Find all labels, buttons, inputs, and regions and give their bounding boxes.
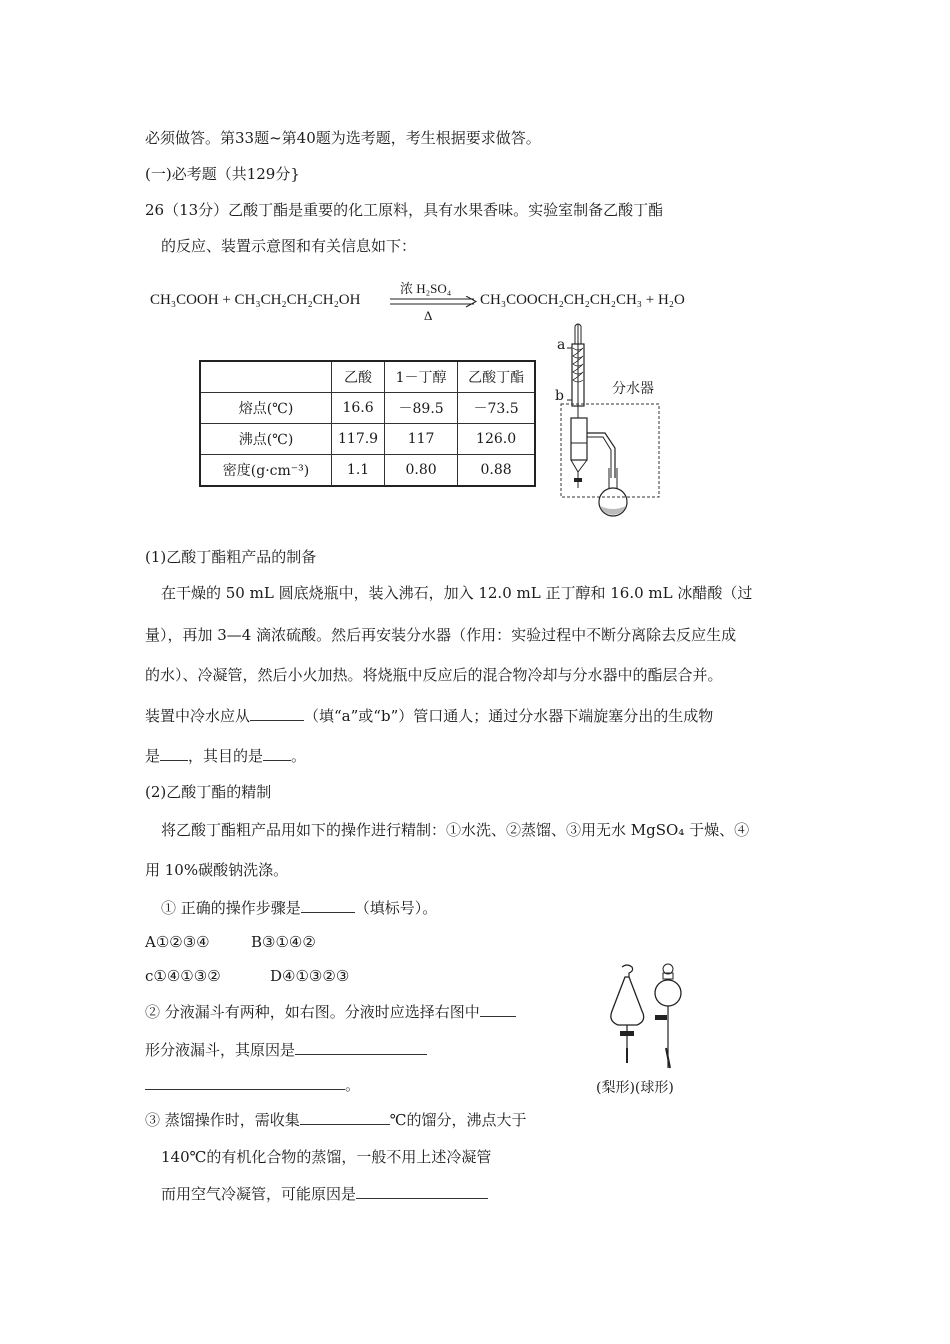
intro-line: 必须做答。第33题~第40题为选考题，考生根据要求做答。 (145, 129, 541, 147)
part2-question-funnel-reason-cont (145, 1075, 360, 1095)
equation-heat: Δ (424, 308, 433, 323)
answer-blank[interactable] (301, 898, 355, 913)
part1-question-product (145, 746, 306, 766)
answer-blank[interactable] (263, 746, 291, 761)
separatory-funnels-icon (600, 963, 700, 1081)
question-text: 。 (345, 1076, 361, 1094)
question-text: 形分液漏斗，其原因是 (145, 1041, 296, 1059)
part1-title: (1)乙酸丁酯粗产品的制备 (145, 548, 317, 566)
question-text: 装置中冷水应从 (145, 707, 251, 725)
table-cell: 117.9 (332, 424, 385, 455)
question-text: ② 分液漏斗有两种，如右图。分液时应选择右图中 (145, 1003, 480, 1021)
part1-question-inlet (145, 706, 713, 726)
part2-question-distill (145, 1110, 527, 1130)
table-cell: －89.5 (385, 393, 458, 424)
question-text: 。 (291, 747, 307, 765)
row-label: 沸点(℃) (200, 424, 332, 455)
equation-products: CH₃COOCH₂CH₂CH₂CH₃ + H₂O (480, 292, 685, 308)
part2-question-steps (161, 898, 437, 918)
part2-question-funnel (145, 1002, 516, 1022)
answer-blank[interactable] (300, 1110, 390, 1125)
table-row (200, 455, 535, 487)
answer-blank[interactable] (480, 1002, 516, 1017)
question-text: （填标号）。 (354, 899, 438, 917)
part2-title: (2)乙酸丁酯的精制 (145, 783, 272, 801)
table-cell: 16.6 (332, 393, 385, 424)
option-b: B③①④② (251, 933, 316, 951)
part2-text: 140℃的有机化合物的蒸馏，一般不用上述冷凝管 (161, 1148, 492, 1166)
equation-reactants: CH₃COOH + CH₃CH₂CH₂CH₂OH (150, 292, 361, 308)
row-label: 密度(g·cm⁻³) (200, 455, 332, 487)
question-text: （填“a”或“b”）管口通人；通过分水器下端旋塞分出的生成物 (304, 707, 714, 725)
table-cell: －73.5 (458, 393, 536, 424)
water-separator-label: 分水器 (612, 381, 654, 397)
question-text: 而用空气冷凝管，可能原因是 (161, 1185, 357, 1203)
table-header: 1－丁醇 (385, 361, 458, 393)
part2-text: 用 10%碳酸钠洗涤。 (145, 861, 289, 879)
table-cell: 0.88 (458, 455, 536, 487)
table-cell: 0.80 (385, 455, 458, 487)
question-text: ，其目的是 (188, 747, 264, 765)
equation-arrow-icon (388, 296, 478, 308)
funnel-caption: (梨形)(球形) (596, 1080, 674, 1096)
table-corner-cell (200, 361, 332, 393)
part1-text: 量），再加 3—4 滴浓硫酸。然后再安装分水器（作用：实验过程中不断分离除去反应生成 (145, 626, 737, 644)
answer-blank[interactable] (160, 746, 188, 761)
question-text: ③ 蒸馏操作时，需收集 (145, 1111, 300, 1129)
inlet-b-label: b (555, 388, 564, 404)
row-label: 熔点(℃) (200, 393, 332, 424)
answer-blank[interactable] (250, 706, 304, 721)
table-cell: 1.1 (332, 455, 385, 487)
table-row (200, 424, 535, 455)
part2-text: 将乙酸丁酯粗产品用如下的操作进行精制：①水洗、②蒸馏、③用无水 MgSO₄ 于燥、④ (161, 821, 750, 839)
question-26-line2: 的反应、装置示意图和有关信息如下： (161, 237, 417, 255)
inlet-a-label: a (557, 337, 566, 353)
table-header-row (200, 361, 535, 393)
option-c: c①④①③② (145, 967, 221, 985)
option-d: D④①③②③ (270, 967, 350, 985)
part1-text: 的水）、冷凝管，然后小火加热。将烧瓶中反应后的混合物冷却与分水器中的酯层合并。 (145, 666, 723, 684)
option-a: A①②③④ (145, 933, 210, 951)
answer-blank[interactable] (295, 1040, 427, 1055)
question-text: ① 正确的操作步骤是 (161, 899, 301, 917)
question-text: 是 (145, 747, 161, 765)
table-header: 乙酸丁酯 (458, 361, 536, 393)
answer-blank[interactable] (145, 1075, 345, 1090)
properties-table (199, 360, 536, 487)
table-header: 乙酸 (332, 361, 385, 393)
table-cell: 126.0 (458, 424, 536, 455)
table-cell: 117 (385, 424, 458, 455)
section-heading: (一)必考题（共129分} (145, 165, 300, 183)
part1-text: 在干燥的 50 mL 圆底烧瓶中，装入沸石，加入 12.0 mL 正丁醇和 16.0 mL 冰醋酸（过 (161, 584, 753, 602)
table-row (200, 393, 535, 424)
part2-question-funnel-reason (145, 1040, 427, 1060)
answer-blank[interactable] (356, 1184, 488, 1199)
question-26-line1: 26（13分）乙酸丁酯是重要的化工原料，具有水果香味。实验室制备乙酸丁酯 (145, 201, 664, 219)
question-text: ℃的馏分，沸点大于 (389, 1111, 527, 1129)
part2-question-air-condenser (161, 1184, 488, 1204)
equation-catalyst: 浓 H₂SO₄ (400, 281, 452, 296)
